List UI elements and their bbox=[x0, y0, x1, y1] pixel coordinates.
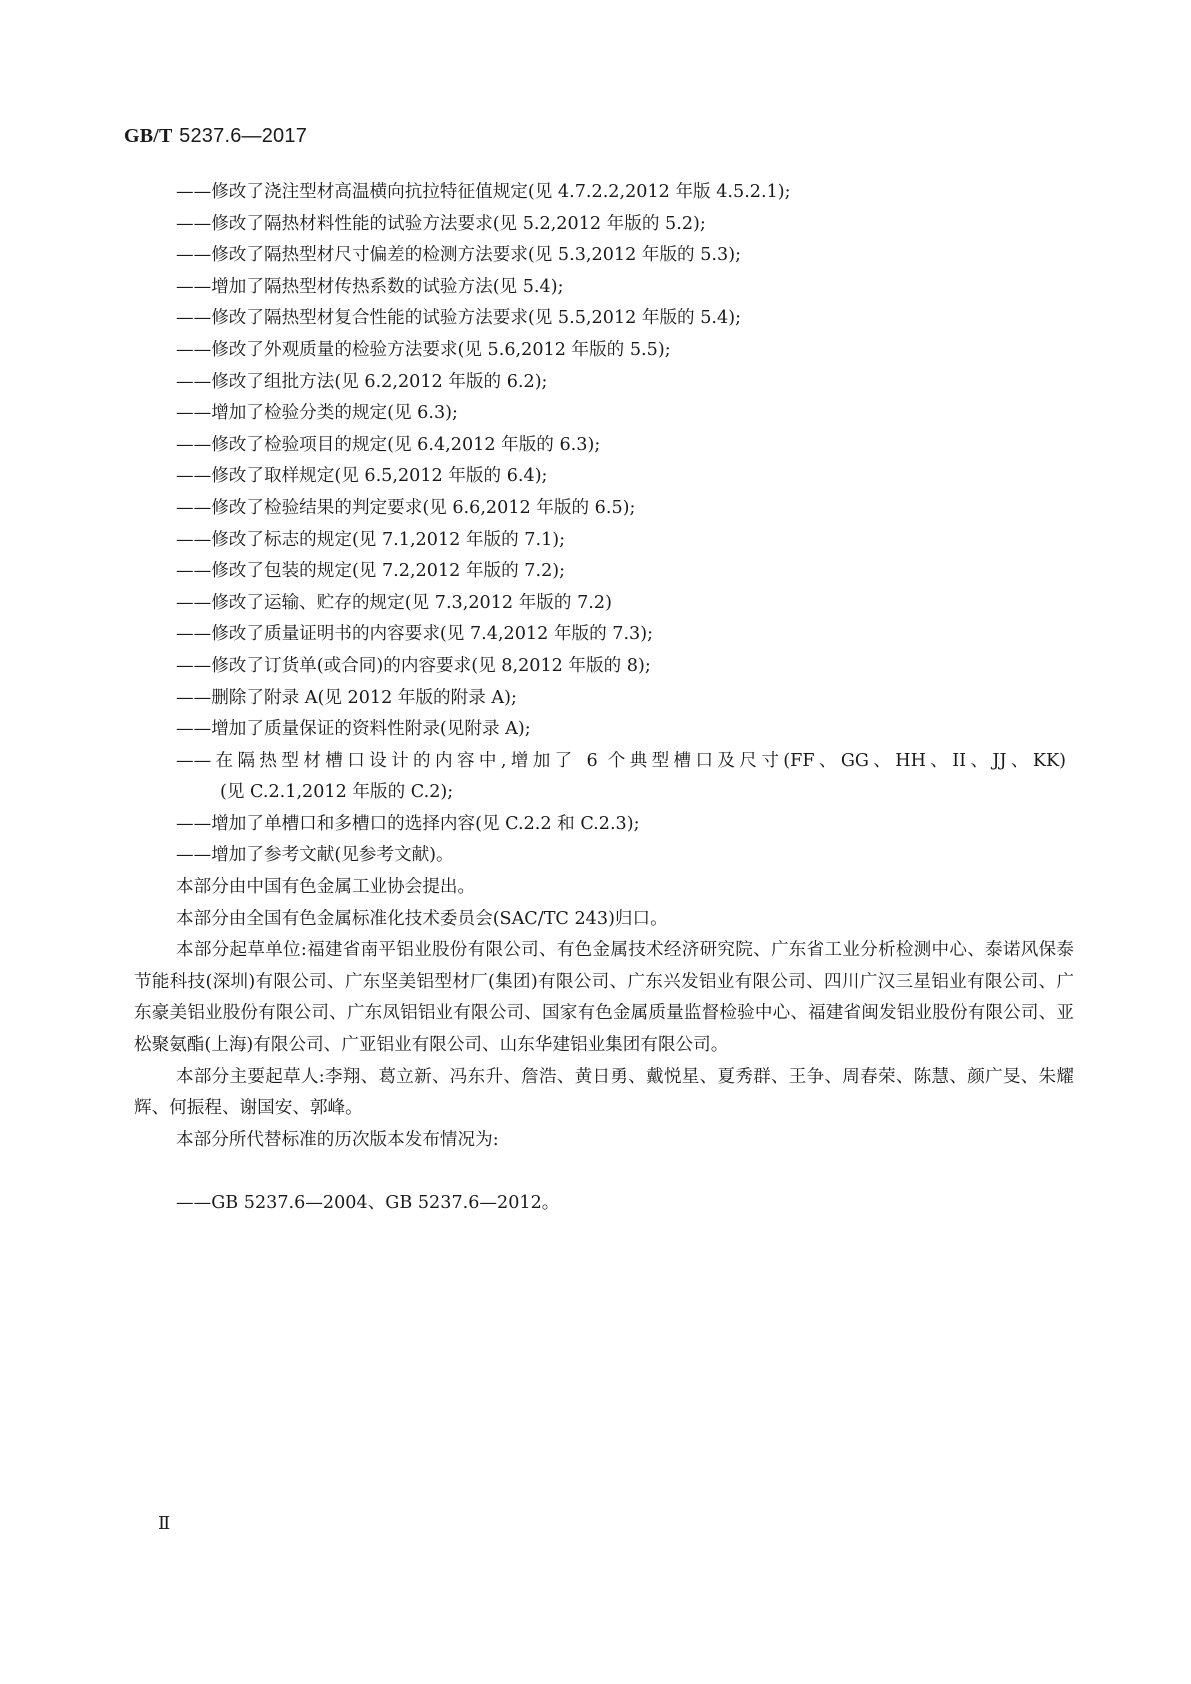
change-item: ——修改了浇注型材高温横向抗拉特征值规定(见 4.7.2.2,2012 年版 4.5.2.1); bbox=[176, 182, 791, 202]
change-item: ——修改了检验项目的规定(见 6.4,2012 年版的 6.3); bbox=[176, 434, 601, 455]
standard-prefix: GB/T bbox=[124, 125, 173, 147]
change-item-continuation: (见 C.2.1,2012 年版的 C.2); bbox=[220, 782, 454, 803]
drafters-paragraph: 本部分主要起草人:李翔、葛立新、冯东升、詹浩、黄日勇、戴悦星、夏秀群、王争、周春荣、陈慧、颜广旻、朱耀辉、何振程、谢国安、郭峰。 bbox=[134, 1066, 1074, 1119]
history-intro-paragraph: 本部分所代替标准的历次版本发布情况为: bbox=[176, 1129, 499, 1150]
change-item: ——修改了检验结果的判定要求(见 6.6,2012 年版的 6.5); bbox=[176, 497, 636, 518]
change-item: ——修改了订货单(或合同)的内容要求(见 8,2012 年版的 8); bbox=[176, 655, 651, 676]
change-item: ——增加了检验分类的规定(见 6.3); bbox=[176, 403, 458, 424]
changes-list bbox=[176, 177, 1066, 872]
change-item: ——修改了组批方法(见 6.2,2012 年版的 6.2); bbox=[176, 371, 548, 392]
change-item: ——修改了隔热材料性能的试验方法要求(见 5.2,2012 年版的 5.2); bbox=[176, 213, 706, 234]
change-item: ——增加了质量保证的资料性附录(见附录 A); bbox=[176, 719, 531, 740]
change-item: ——修改了质量证明书的内容要求(见 7.4,2012 年版的 7.3); bbox=[176, 624, 654, 645]
change-item: ——删除了附录 A(见 2012 年版的附录 A); bbox=[176, 687, 517, 708]
change-item: ——增加了隔热型材传热系数的试验方法(见 5.4); bbox=[176, 276, 564, 297]
change-item: ——修改了隔热型材尺寸偏差的检测方法要求(见 5.3,2012 年版的 5.3); bbox=[176, 245, 742, 266]
change-item: ——增加了单槽口和多槽口的选择内容(见 C.2.2 和 C.2.3); bbox=[176, 813, 640, 834]
standard-header bbox=[124, 123, 307, 148]
change-item: ——修改了标志的规定(见 7.1,2012 年版的 7.1); bbox=[176, 529, 566, 550]
changes-section bbox=[176, 177, 1066, 872]
change-item-slot-design: ——在隔热型材槽口设计的内容中,增加了 6 个典型槽口及尺寸(FF、GG、HH、II、JJ、KK) bbox=[176, 750, 1066, 771]
page-number: Ⅱ bbox=[158, 1513, 171, 1533]
drafting-units-paragraph: 本部分起草单位:福建省南平铝业股份有限公司、有色金属技术经济研究院、广东省工业分析检测中心、泰诺风保泰节能科技(深圳)有限公司、广东坚美铝型材厂(集团)有限公司、广东兴发铝业有限公司、四川广汉三星铝业有限公司、广东豪美铝业股份有限公司、广东凤铝铝业有限公司、国家有色金属质量监督检验中心、福建省闽发铝业股份有限公司、亚松聚氨酯(上海)有限公司、广亚铝业有限公司、山东华建铝业集团有限公司。 bbox=[134, 940, 1074, 1055]
proposed-by-paragraph: 本部分由中国有色金属工业协会提出。 bbox=[176, 877, 476, 897]
centralized-by-paragraph: 本部分由全国有色金属标准化技术委员会(SAC/TC 243)归口。 bbox=[176, 908, 668, 929]
foreword-paragraphs bbox=[134, 872, 1074, 1156]
history-item: ——GB 5237.6—2004、GB 5237.6—2012。 bbox=[176, 1193, 560, 1213]
standard-number: 5237.6—2017 bbox=[179, 125, 308, 147]
change-item: ——修改了包装的规定(见 7.2,2012 年版的 7.2); bbox=[176, 561, 566, 582]
change-item: ——修改了运输、贮存的规定(见 7.3,2012 年版的 7.2) bbox=[176, 592, 612, 613]
change-item: ——修改了外观质量的检验方法要求(见 5.6,2012 年版的 5.5); bbox=[176, 339, 671, 360]
change-item: ——增加了参考文献(见参考文献)。 bbox=[176, 845, 454, 866]
change-item: ——修改了取样规定(见 6.5,2012 年版的 6.4); bbox=[176, 466, 548, 487]
change-item: ——修改了隔热型材复合性能的试验方法要求(见 5.5,2012 年版的 5.4); bbox=[176, 308, 742, 329]
